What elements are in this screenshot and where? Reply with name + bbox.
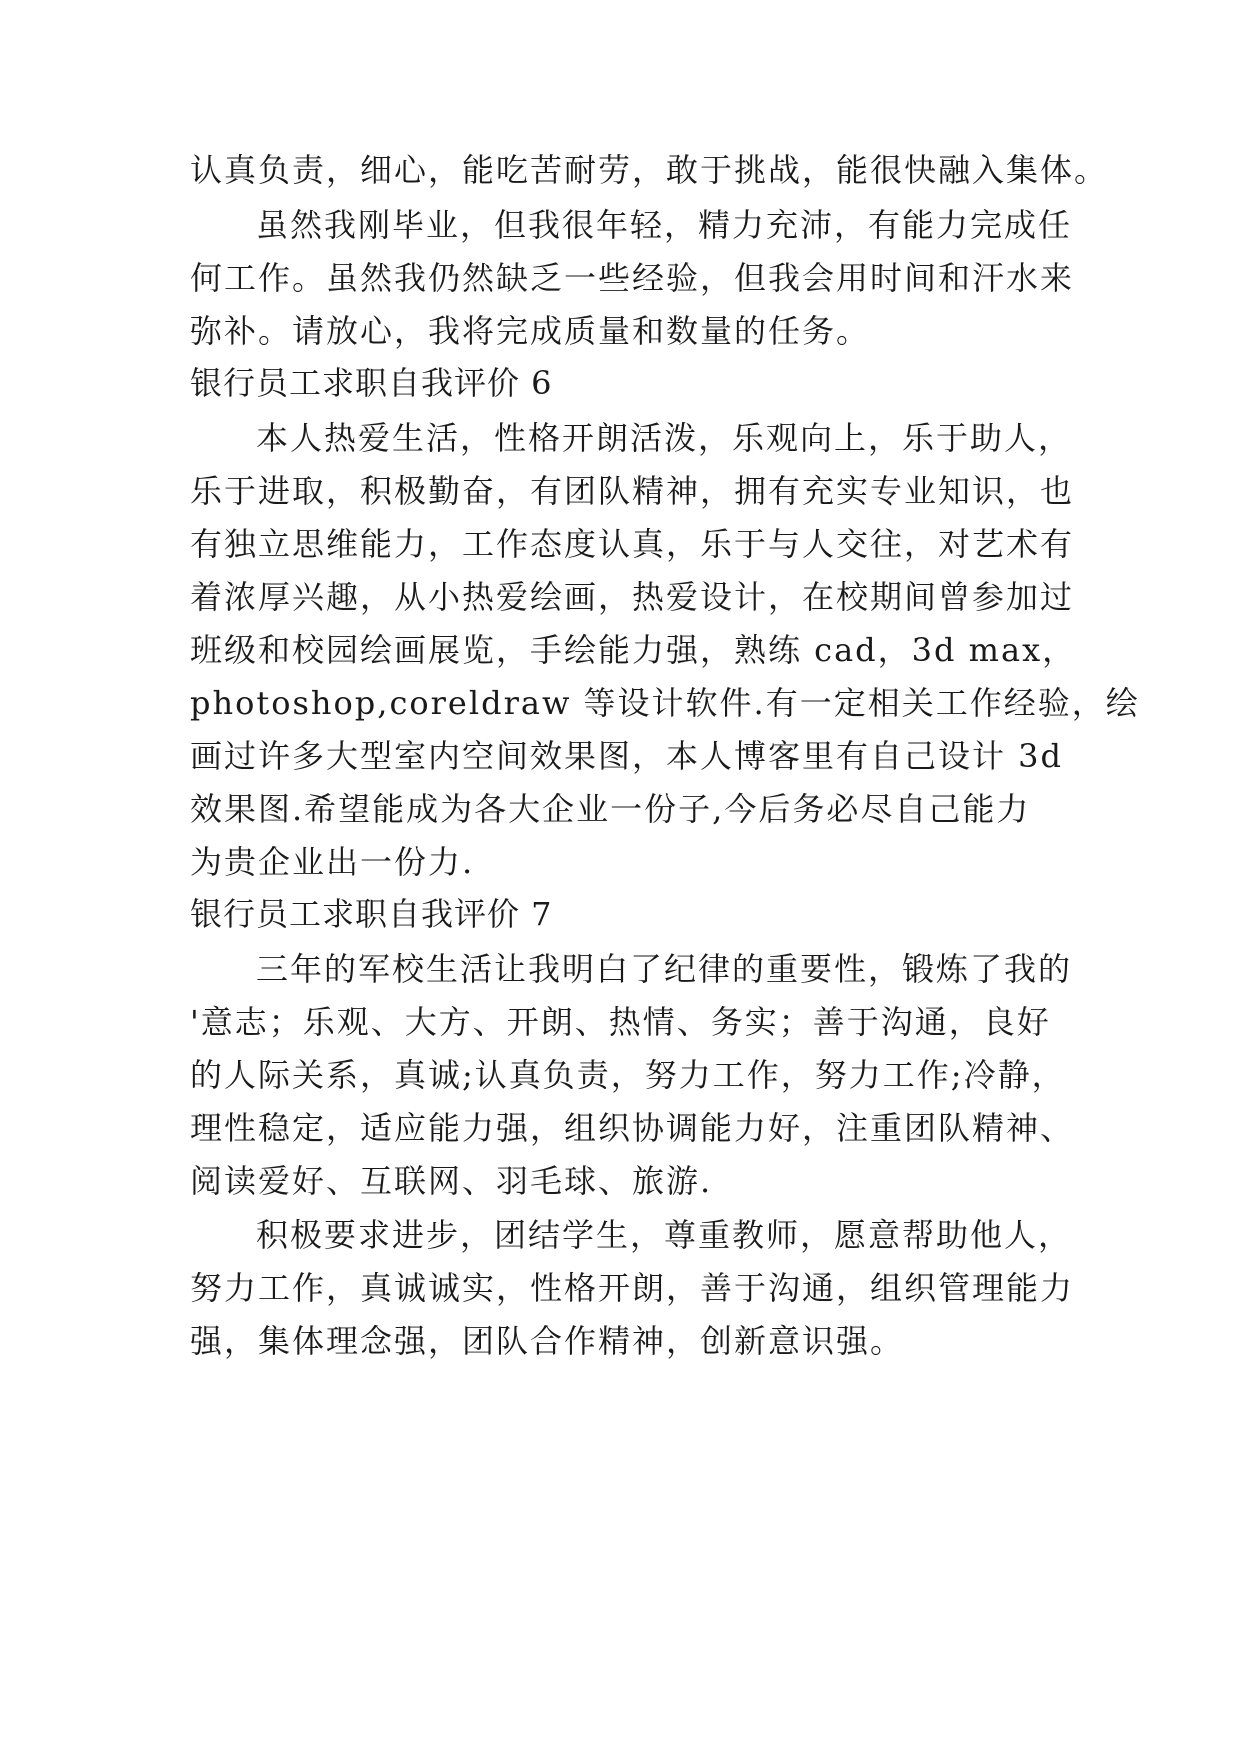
section-heading: 银行员工求职自我评价 7 xyxy=(190,895,553,933)
paragraph-line: 努力工作，真诚诚实，性格开朗，善于沟通，组织管理能力 xyxy=(190,1269,1075,1307)
paragraph-line: 为贵企业出一份力. xyxy=(190,843,475,881)
paragraph-line: 本人热爱生活，性格开朗活泼，乐观向上，乐于助人， xyxy=(256,419,1073,457)
paragraph-line: 理性稳定，适应能力强，组织协调能力好，注重团队精神、 xyxy=(190,1109,1075,1147)
paragraph-line: 积极要求进步，团结学生，尊重教师，愿意帮助他人， xyxy=(256,1216,1073,1254)
paragraph-line: 班级和校园绘画展览，手绘能力强，熟练 cad，3d max， xyxy=(190,631,1077,669)
paragraph-line: 强，集体理念强，团队合作精神，创新意识强。 xyxy=(190,1322,905,1360)
paragraph-line: 弥补。请放心，我将完成质量和数量的任务。 xyxy=(190,312,871,350)
paragraph-line: 有独立思维能力，工作态度认真，乐于与人交往，对艺术有 xyxy=(190,525,1075,563)
paragraph-line: 画过许多大型室内空间效果图，本人博客里有自己设计 3d xyxy=(190,737,1064,775)
paragraph-line: 阅读爱好、互联网、羽毛球、旅游. xyxy=(190,1162,713,1200)
paragraph-line: 三年的军校生活让我明白了纪律的重要性，锻炼了我的 xyxy=(256,950,1073,988)
section-heading: 银行员工求职自我评价 6 xyxy=(190,364,553,402)
paragraph-line: '意志；乐观、大方、开朗、热情、务实；善于沟通，良好 xyxy=(190,1003,1051,1041)
paragraph-line: 着浓厚兴趣，从小热爱绘画，热爱设计，在校期间曾参加过 xyxy=(190,578,1075,616)
paragraph-line: 何工作。虽然我仍然缺乏一些经验，但我会用时间和汗水来 xyxy=(190,259,1075,297)
paragraph-line: 乐于进取，积极勤奋，有团队精神，拥有充实专业知识，也 xyxy=(190,472,1075,510)
paragraph-line: 认真负责，细心，能吃苦耐劳，敢于挑战，能很快融入集体。 xyxy=(190,151,1109,189)
paragraph-line: 虽然我刚毕业，但我很年轻，精力充沛，有能力完成任 xyxy=(256,206,1073,244)
paragraph-line: 的人际关系，真诚;认真负责，努力工作，努力工作;冷静， xyxy=(190,1056,1066,1094)
paragraph-line: 效果图.希望能成为各大企业一份子,今后务必尽自己能力 xyxy=(190,790,1031,828)
paragraph-line: photoshop,coreldraw 等设计软件.有一定相关工作经验，绘 xyxy=(190,684,1140,722)
